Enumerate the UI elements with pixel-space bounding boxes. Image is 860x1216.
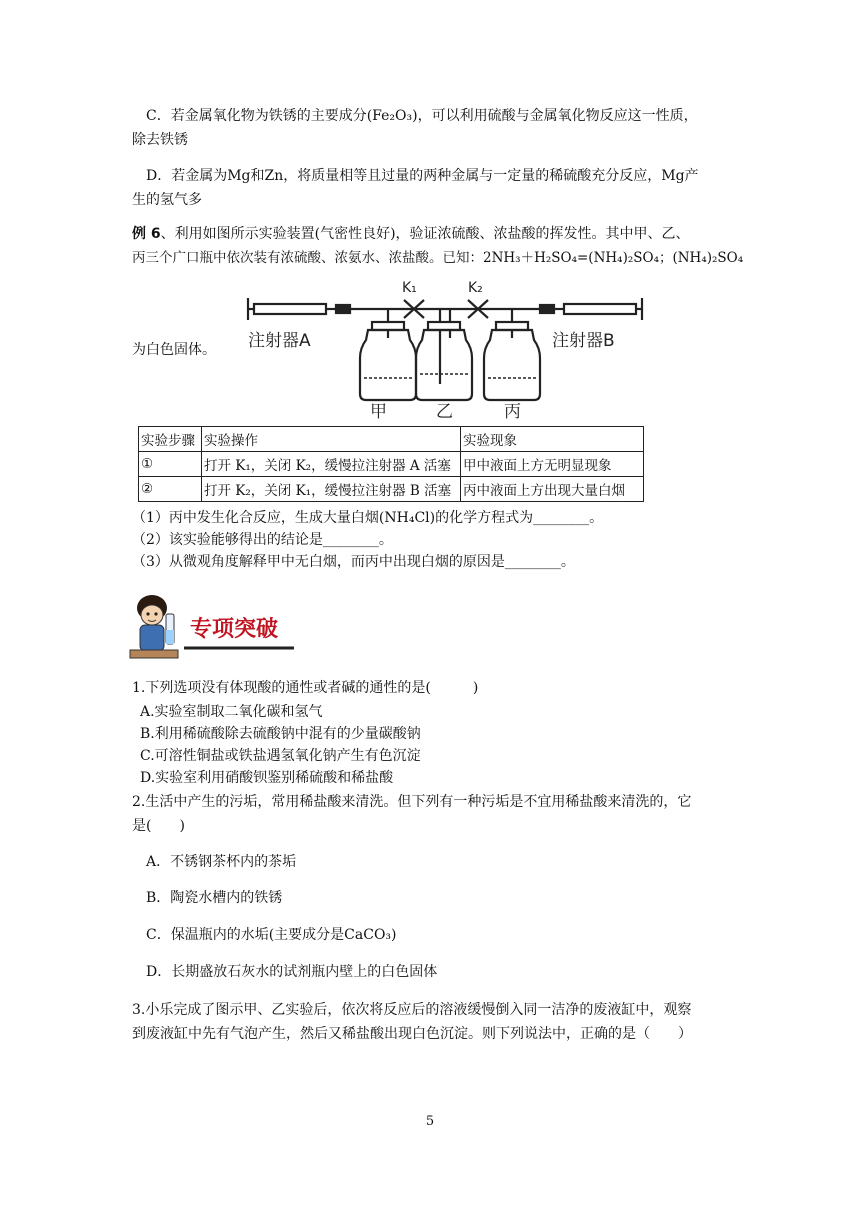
- table-cell: 丙中液面上方出现大量白烟: [461, 477, 644, 502]
- question-1-option-a: A.实验室制取二氧化碳和氢气: [140, 704, 323, 720]
- example6-q2: （2）该实验能够得出的结论是________。: [132, 532, 393, 548]
- bottle-yi-label: 乙: [436, 402, 453, 420]
- apparatus-diagram: [244, 274, 648, 420]
- question-2-stem-cont: 是( ): [132, 818, 185, 834]
- syringe-a-barrel: [254, 304, 326, 314]
- bottle-jia-label: 甲: [370, 402, 387, 420]
- question-3-stem: 3.小乐完成了图示甲、乙实验后，依次将反应后的溶液缓慢倒入同一洁净的废液缸中，观察: [132, 1002, 692, 1018]
- section-banner: [128, 588, 298, 660]
- k1-label: K₁: [402, 280, 417, 296]
- table-cell: ①: [139, 452, 202, 477]
- table-header-cell: 实验步骤: [139, 427, 202, 452]
- experiment-table: [138, 426, 644, 502]
- question-1-option-c: C.可溶性铜盐或铁盐遇氢氧化钠产生有色沉淀: [140, 748, 421, 764]
- table-cell: 打开 K₁，关闭 K₂，缓慢拉注射器 A 活塞: [202, 452, 461, 477]
- table-row: [139, 477, 644, 502]
- example6-line3: 为白色固体。: [132, 342, 216, 358]
- question-2-option-d: D．长期盛放石灰水的试剂瓶内壁上的白色固体: [146, 964, 438, 980]
- example6-q3: （3）从微观角度解释甲中无白烟，而丙中出现白烟的原因是________。: [132, 554, 575, 570]
- table-cell: 甲中液面上方无明显现象: [461, 452, 644, 477]
- banner-title: 专项突破: [190, 617, 279, 642]
- syringe-b-label: 注射器B: [552, 331, 615, 351]
- example6-q1: （1）丙中发生化合反应，生成大量白烟(NH₄Cl)的化学方程式为________。: [132, 510, 604, 526]
- question-2-option-c: C．保温瓶内的水垢(主要成分是CaCO₃): [146, 927, 397, 943]
- option-c-line2: 除去铁锈: [132, 132, 188, 148]
- syringe-a-label: 注射器A: [248, 331, 311, 351]
- question-3-stem-cont: 到废液缸中先有气泡产生，然后又稀盐酸出现白色沉淀。则下列说法中，正确的是（ ）: [132, 1026, 692, 1042]
- bottle-bing-label: 丙: [504, 402, 521, 420]
- question-2-option-b: B．陶瓷水槽内的铁锈: [146, 890, 283, 906]
- question-1-stem: 1.下列选项没有体现酸的通性或者碱的通性的是( ): [132, 680, 479, 696]
- syringe-b-barrel: [564, 304, 636, 314]
- page-number: 5: [425, 1114, 435, 1129]
- option-d-line1: D．若金属为Mg和Zn，将质量相等且过量的两种金属与一定量的稀硫酸充分反应，Mg产: [146, 168, 699, 184]
- question-1-option-d: D.实验室利用硝酸钡鉴别稀硫酸和稀盐酸: [140, 770, 394, 786]
- table-header-row: [139, 427, 644, 452]
- table-cell: ②: [139, 477, 202, 502]
- example6-line1: 例 6、利用如图所示实验装置(气密性良好)，验证浓硫酸、浓盐酸的挥发性。其中甲、乙、: [132, 226, 690, 242]
- question-2-option-a: A．不锈钢茶杯内的茶垢: [146, 854, 297, 870]
- table-row: [139, 452, 644, 477]
- example6-line2: 丙三个广口瓶中依次装有浓硫酸、浓氨水、浓盐酸。已知：2NH₃＋H₂SO₄=(NH₄)₂SO₄；(NH₄)₂SO₄: [132, 250, 744, 266]
- k2-label: K₂: [468, 280, 483, 296]
- table-cell: 打开 K₂，关闭 K₁，缓慢拉注射器 B 活塞: [202, 477, 461, 502]
- option-d-line2: 生的氢气多: [132, 192, 202, 208]
- table-header-cell: 实验现象: [461, 427, 644, 452]
- example-label: 例 6: [132, 226, 161, 242]
- question-1-option-b: B.利用稀硫酸除去硫酸钠中混有的少量碳酸钠: [140, 726, 421, 742]
- kid-illustration-icon: [130, 595, 178, 658]
- question-2-stem: 2.生活中产生的污垢，常用稀盐酸来清洗。但下列有一种污垢是不宜用稀盐酸来清洗的，它: [132, 794, 692, 810]
- table-header-cell: 实验操作: [202, 427, 461, 452]
- option-c-line1: C．若金属氧化物为铁锈的主要成分(Fe₂O₃)，可以利用硫酸与金属氧化物反应这一性质，: [146, 108, 698, 124]
